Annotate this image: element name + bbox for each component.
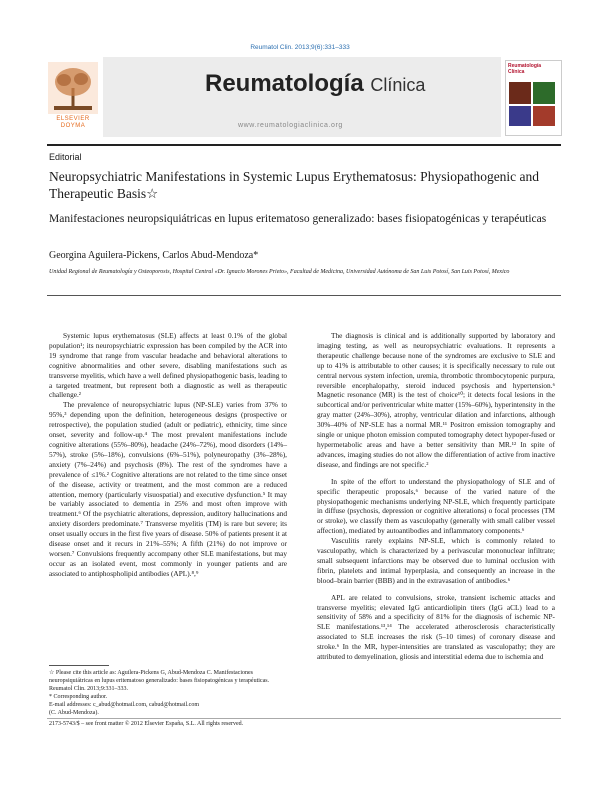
title-divider bbox=[47, 295, 561, 296]
article-title: Neuropsychiatric Manifestations in Systemic Lupus Erythematosus: Physiopathogenic and Therapeutic Basis☆ bbox=[49, 169, 540, 201]
footnote-emails-tail: (C. Abud-Mendoza). bbox=[49, 710, 99, 716]
journal-title-bold: Reumatología bbox=[205, 70, 364, 97]
footer-divider bbox=[47, 718, 561, 719]
cover-image bbox=[533, 106, 555, 126]
cover-image bbox=[509, 106, 531, 126]
copyright-line: 2173-5743/$ – see front matter © 2012 Elsevier España, S.L. All rights reserved. bbox=[49, 721, 244, 727]
cover-title: Reumatología Clínica bbox=[508, 63, 542, 75]
paragraph: The prevalence of neuropsychiatric lupus (NP-SLE) varies from 37% to 95%,³ depending upon the definition, heterogeneous designs (prospective or retrospective), the population studied (adult or pediatric), ethnicity, time since onset, severity and follow-up.⁴ The most prevalent manifestations include cognitive alterations (55%–80%), headache (24%–72%), mood disorders (14%–57%), stroke (5%–18%), convulsions (6%–51%), polyneuropathy (3%–28%), anxiety (7%–24%) and psychosis (8%). The rest of the syndromes have a prevalence of ≤1%.² Cognitive alterations are not related to the time since onset of the disease, activity or treatment, and the most common are a reduced attention, memory (particularly visuospatial) and executive dysfunction.⁵ It may be variably associated to dementia in 25% and most often improve with treatment.⁶ Of the psychiatric alterations, depression, auditory hallucinations and anxiety disorders predominate.⁷ Transverse myelitis (TM) is rare but severe; its onset usually occurs in the first five years of disease. 50% of patients present it at disease onset and it recurs in 21%–55%; A fifth (21%) do not improve or worsen.⁷ Convulsions frequently accompany other SLE manifestations, but may occur as an isolated event, most commonly in younger patients and are associated to antiphospholipid antibodies (APL).⁸,⁹ bbox=[49, 400, 287, 578]
journal-title bbox=[205, 70, 425, 98]
publisher-name bbox=[48, 116, 98, 130]
publisher-name-line2: DOYMA bbox=[60, 123, 86, 129]
journal-reference[interactable]: Reumatol Clin. 2013;9(6):331–333 bbox=[250, 44, 350, 51]
footnote-divider bbox=[49, 665, 109, 666]
section-label: Editorial bbox=[49, 152, 82, 162]
paragraph: APL are related to convulsions, stroke, transient ischemic attacks and transverse myelitis; elevated IgG anticardiolipin titers (IgG aCL) lead to a sensitivity of 58% and a specificity of 81% for the diagnosis of ischemic NP-SLE manifestations.¹³,¹⁴ The accelerated atherosclerosis characteristically associated to SLE increases the risk (5–10 times) of coronary disease and stroke.⁶ In the MR, hyper-intensities are translated as vasculopathy; they are attributed to demyelination, gliosis and interstitial edema due to ischemia and bbox=[317, 592, 555, 662]
body-column-right bbox=[317, 331, 555, 662]
journal-url[interactable]: www.reumatologiaclinica.org bbox=[238, 122, 343, 129]
paragraph: Systemic lupus erythematosus (SLE) affects at least 0.1% of the global population¹; its neuropsychiatric expression has been compiled by the ACR into 19 syndrome that range from vascular headache and behavioral alterations to cognitive abnormalities and other severe, disabling manifestations such as transverse myelitis, which have a well defined physiopathogenic basis, leading to a targeted treatment, but represent both a diagnostic as well as therapeutic challenge.² bbox=[49, 331, 287, 400]
footnote-emails[interactable]: E-mail addresses: c_abud@hotmail.com, cabud@hotmail.com bbox=[49, 702, 200, 708]
affiliation: Unidad Regional de Reumatología y Osteoporosis, Hospital Central «Dr. Ignacio Morones Prieto», Facultad de Medicina, Universidad Autónoma de San Luis Potosí, San Luis Potosí, Mexico bbox=[49, 269, 510, 275]
cover-image bbox=[509, 82, 531, 104]
article-title-spanish: Manifestaciones neuropsiquiátricas en lupus eritematoso generalizado: bases fisiopatogénicas y terapéuticas bbox=[49, 213, 547, 225]
paragraph: The diagnosis is clinical and is additionally supported by laboratory and imaging testing, as well as neuropsychiatric evaluations. It represents a therapeutic challenge because none of the syndromes are exclusive to SLE and up to 41% is attributable to other causes; it is specifically necessary to rule out central nervous system infection, uremia, thrombotic thrombocytopenic purpura, reversible encephalopathy, steroid induced psychosis and hypertension.⁶ Magnetic resonance (MR) is the test of choice¹⁰; it detects focal lesions in the subcortical and/or periventricular white matter (15%–60%), hyperintensity in the gray matter (24%–30%), atrophy, ventricular dilation and infarctions, although 30%–40% of NP-SLE has a normal MR.¹¹ Positron emission tomography and single or unique photon emission computed tomography detect hypoper-fused or hypermetabolic areas and have a better sensitivity than MR.¹² In spite of advances, imaging studies do not allow the differentiation of active from inactive disease, and findings are not specific.² bbox=[317, 331, 555, 469]
header-divider bbox=[47, 144, 561, 146]
cover-image bbox=[533, 82, 555, 104]
authors: Georgina Aguilera-Pickens, Carlos Abud-Mendoza* bbox=[49, 250, 259, 261]
footnotes bbox=[49, 669, 287, 717]
publisher-name-line1: ELSEVIER bbox=[56, 116, 90, 122]
paragraph: Vasculitis rarely explains NP-SLE, which is commonly related to vasculopathy, which is characterized by a perivascular mononuclear infiltrate; small subsequent infarctions may be observed due to luminal occlusion with fibrin, platelets and intimal hyperplasia, and consequently an increase in the blood–brain barrier (BBB) and in the extravasation of antibodies.⁶ bbox=[317, 536, 555, 585]
body-column-left bbox=[49, 331, 287, 579]
journal-title-light: Clínica bbox=[370, 75, 426, 95]
footnote-citation: ☆ Please cite this article as: Aguilera-Pickens G, Abud-Mendoza C. Manifestaciones neuropsiquiátricas en lupus eritematoso generalizado: bases fisiopatogénicas y terapéuticas. Reumatol Clin. 2013;9:331–333. bbox=[49, 670, 270, 692]
footnote-corresponding: * Corresponding author. bbox=[49, 694, 108, 700]
paragraph: In spite of the effort to understand the physiopathology of SLE and of specific therapeutic proposals,⁶ because of the varied nature of the physiopathogenic mechanisms underlying NP-SLE, which frequently participate in diffuse (psychosis, depression or cognitive alterations) o focal processes (TM or stroke), we classify them as vasculopathy (generally with small caliber vessel affection), mediated by autoantibodies and inflammatory components.⁶ bbox=[317, 476, 555, 536]
